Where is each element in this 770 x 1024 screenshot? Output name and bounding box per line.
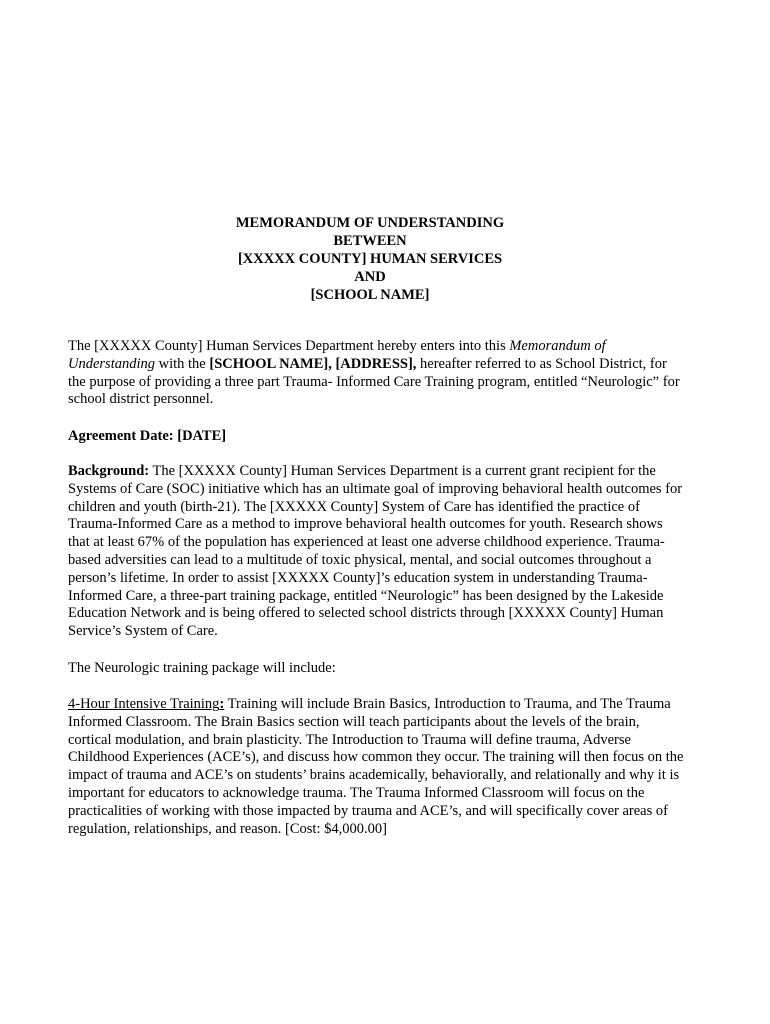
intro-school-name: [SCHOOL NAME] xyxy=(209,355,329,372)
title-line-1: MEMORANDUM OF UNDERSTANDING xyxy=(235,215,505,231)
title-line-3: [XXXXX COUNTY] HUMAN SERVICES xyxy=(237,251,503,267)
agreement-date-label: Agreement Date: [DATE] xyxy=(68,428,227,444)
intro-text-3: hereafter referred to as School District, for the purpose of providing a three part Trauma- Informed Care Training program, entitled “Neurologic” for school district personnel. xyxy=(68,355,680,408)
intro-text-1: The [XXXXX County] Human Services Department hereby enters into this xyxy=(68,338,510,354)
package-include-text: The Neurologic training package will include: xyxy=(68,660,336,676)
intro-paragraph xyxy=(68,338,686,409)
training-paragraph xyxy=(68,696,686,838)
intro-text-2: with the xyxy=(155,355,210,372)
title-line-2: BETWEEN xyxy=(333,233,407,249)
training-heading: 4-Hour Intensive Training xyxy=(68,696,220,712)
training-text: Training will include Brain Basics, Introduction to Trauma, and The Trauma Informed Classroom. The Brain Basics section will teach participants about the levels of the brain, cortical modulation, and brain plasticity. The Introduction to Trauma will define trauma, Adverse Childhood Experiences (ACE’s), and discuss how common they occur. The training will then focus on the impact of trauma and ACE’s on students’ brains academically, behaviorally, and relationally and why it is important for educators to acknowledge trauma. The Trauma Informed Classroom will focus on the practicalities of working with those impacted by trauma and ACE’s, and will specifically cover areas of regulation, relationships, and reason. [Cost: $4,000.00] xyxy=(68,696,684,837)
intro-italic-mou: Memorandum of Understanding xyxy=(68,338,606,372)
intro-comma: , xyxy=(328,355,336,372)
background-text: The [XXXXX County] Human Services Department is a current grant recipient for the Systems of Care (SOC) initiative which has an ultimate goal of improving behavioral health outcomes for children and youth (birth-21). The [XXXXX County] System of Care has identified the practice of Trauma-Informed Care as a method to improve behavioral health outcomes for youth. Research shows that at least 67% of the population has experienced at least one adverse childhood experience. Trauma- based adversities can lead to a multitude of toxic physical, mental, and social outcomes throughout a person’s lifetime. In order to assist [XXXXX County]’s education system in understanding Trauma-Informed Care, a three-part training package, entitled “Neurologic” has been designed by the Lakeside Education Network and is being offered to selected school districts through [XXXXX County] Human Service’s System of Care. xyxy=(68,463,683,640)
memorandum-title xyxy=(0,214,740,304)
title-line-4: AND xyxy=(354,269,386,285)
background-label: Background: xyxy=(68,463,150,479)
background-paragraph xyxy=(68,463,686,641)
training-heading-colon: : xyxy=(219,696,225,712)
title-line-5: [SCHOOL NAME] xyxy=(310,287,430,303)
agreement-date xyxy=(68,428,686,446)
package-include-paragraph xyxy=(68,660,686,678)
intro-address: [ADDRESS], xyxy=(335,355,417,372)
